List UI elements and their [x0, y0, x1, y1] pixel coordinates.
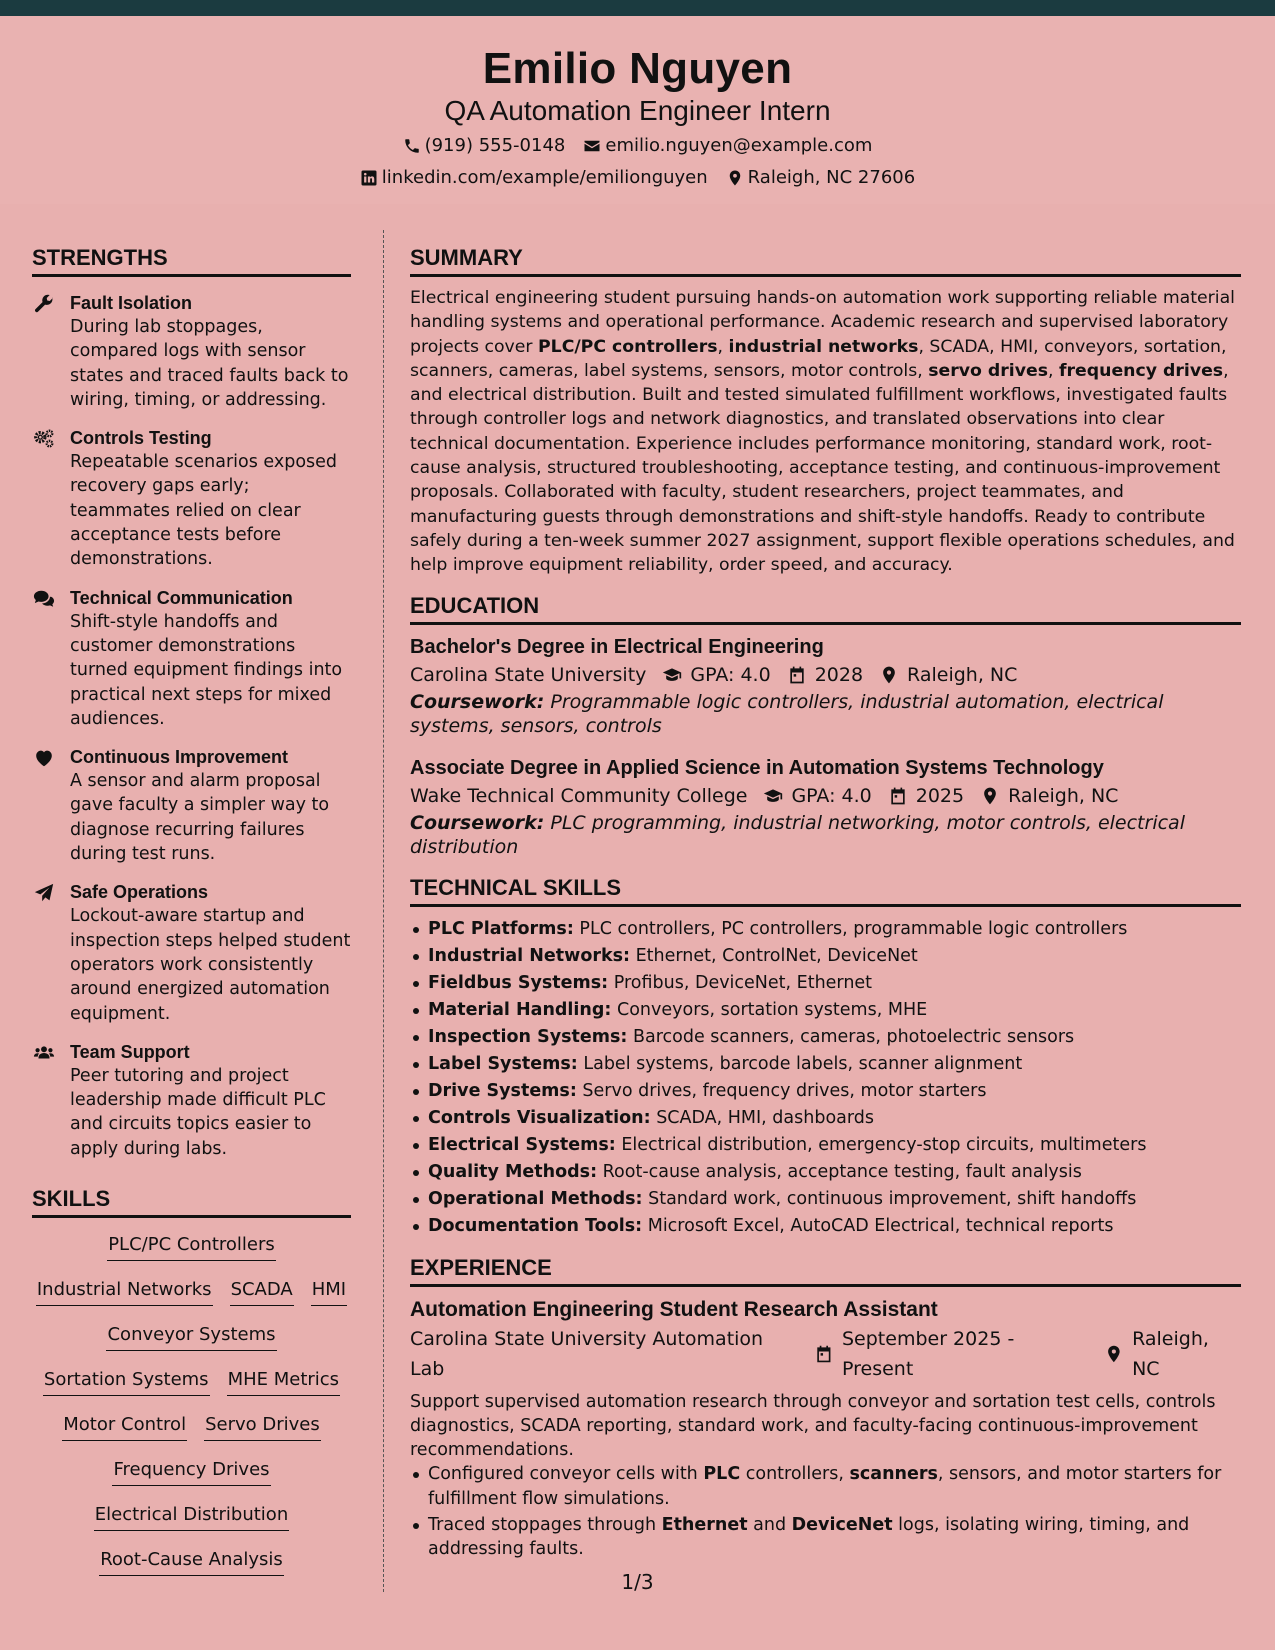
job-bullets: [410, 1462, 1241, 1561]
map-pin-icon: [1104, 1344, 1124, 1364]
skill-category: Industrial Networks:: [428, 945, 631, 966]
strength-item: [32, 291, 351, 412]
technical-skills-list: [410, 916, 1241, 1240]
contact-row-2: [0, 166, 1275, 190]
list-item: [410, 916, 1241, 943]
chip-row: [32, 1547, 351, 1576]
bullet-emphasis: DeviceNet: [791, 1515, 893, 1536]
list-item: [410, 1024, 1241, 1051]
list-item: [410, 943, 1241, 970]
paper-plane-icon: [32, 882, 56, 904]
left-column: [32, 244, 351, 1592]
skill-category: Material Handling:: [428, 999, 612, 1020]
list-item: [410, 1078, 1241, 1105]
strength-item: [32, 1040, 351, 1161]
strength-title: Technical Communication: [70, 587, 293, 608]
skill-category: Label Systems:: [428, 1053, 578, 1074]
degree-meta: [410, 781, 1241, 811]
coursework-label: Coursework:: [410, 811, 545, 834]
contact-row-1: [0, 134, 1275, 158]
bullet-emphasis: Ethernet: [661, 1515, 748, 1536]
skill-category: Quality Methods:: [428, 1161, 598, 1182]
skill-chip: Root-Cause Analysis: [99, 1547, 284, 1576]
skill-chip: PLC/PC Controllers: [107, 1232, 276, 1261]
skill-values: Ethernet, ControlNet, DeviceNet: [635, 945, 918, 966]
strength-item: [32, 426, 351, 571]
strength-title: Team Support: [70, 1041, 190, 1062]
strength-item: [32, 880, 351, 1025]
strength-description: Lockout-aware startup and inspection steps helped student operators work consistently around energized automation equipment.: [70, 906, 351, 1024]
coursework-label: Coursework:: [410, 690, 545, 713]
skill-category: Drive Systems:: [428, 1080, 577, 1101]
bullet-text: controllers,: [740, 1464, 850, 1485]
list-item: [410, 1105, 1241, 1132]
school-location: Raleigh, NC: [1008, 784, 1119, 807]
degree-title: Bachelor's Degree in Electrical Engineering: [410, 635, 824, 658]
coursework: [410, 690, 1241, 739]
location-contact: [726, 166, 916, 190]
summary-part: Electrical engineering student pursuing hands-on automation work supporting reliable material handling systems and operational performance. Academic research and supervised laboratory projects cover: [410, 288, 1235, 357]
resume-header: [0, 16, 1275, 204]
strength-title: Controls Testing: [70, 428, 212, 449]
skill-values: PLC controllers, PC controllers, programmable logic controllers: [579, 918, 1128, 939]
skill-chip: MHE Metrics: [227, 1367, 341, 1396]
bullet-emphasis: PLC: [703, 1464, 741, 1485]
job-location: Raleigh, NC: [1132, 1327, 1209, 1380]
degree-entry: [410, 634, 1241, 739]
summary-emphasis: industrial networks: [728, 336, 919, 357]
chip-row: [32, 1502, 351, 1531]
job-dates: September 2025 - Present: [842, 1327, 1015, 1380]
candidate-title: QA Automation Engineer Intern: [444, 95, 831, 126]
strength-description: Peer tutoring and project leadership made difficult PLC and circuits topics easier to apply during labs.: [70, 1065, 326, 1159]
skill-category: Fieldbus Systems:: [428, 972, 609, 993]
skill-chip: Frequency Drives: [112, 1457, 270, 1486]
list-item: [410, 1186, 1241, 1213]
email-text: emilio.nguyen@example.com: [605, 135, 873, 156]
calendar-icon: [888, 786, 908, 806]
strength-title: Safe Operations: [70, 882, 209, 903]
degree-title: Associate Degree in Applied Science in Automation Systems Technology: [410, 756, 1104, 779]
strength-description: Repeatable scenarios exposed recovery gaps early; teammates relied on clear acceptance tests before demonstrations.: [70, 452, 338, 570]
summary-part: ,: [717, 336, 729, 357]
skill-values: Conveyors, sortation systems, MHE: [617, 999, 928, 1020]
list-item: [410, 1213, 1241, 1240]
linkedin-contact[interactable]: [360, 166, 708, 190]
coursework: [410, 811, 1241, 860]
degree-entry: [410, 755, 1241, 860]
users-icon: [32, 1042, 56, 1064]
graduation-year: 2025: [915, 784, 965, 807]
bullet-text: Configured conveyor cells with: [428, 1464, 704, 1485]
strength-description: A sensor and alarm proposal gave faculty a simpler way to diagnose recurring failures during test runs.: [70, 771, 330, 865]
graduation-cap-icon: [662, 665, 682, 685]
strength-description: Shift-style handoffs and customer demonstrations turned equipment findings into practical next steps for mixed audiences.: [70, 611, 343, 729]
graduation-year: 2028: [814, 663, 864, 686]
gpa: GPA: 4.0: [791, 784, 872, 807]
skill-values: Standard work, continuous improvement, shift handoffs: [648, 1188, 1137, 1209]
skill-chip: Conveyor Systems: [106, 1322, 276, 1351]
skill-chip: SCADA: [230, 1277, 294, 1306]
right-column: [410, 244, 1241, 1564]
summary-part: , and electrical distribution. Built and tested simulated fulfillment workflows, investigated faults through controller logs and network diagnostics, and translated observations into clear technical documentation. Experience includes performance monitoring, standard work, root-cause analysis, structured troubleshooting, acceptance testing, and continuous-improvement proposals. Collaborated with faculty, student researchers, project teammates, and manufacturing guests through demonstrations and shift-style handoffs. Ready to contribute safely during a ten-week summer 2027 assignment, support flexible operations schedules, and help improve equipment reliability, order speed, and accuracy.: [410, 360, 1235, 576]
heart-icon: [32, 747, 56, 769]
chip-row: [32, 1232, 351, 1261]
page-number: 1/3: [621, 1570, 654, 1594]
list-item: [410, 1132, 1241, 1159]
list-item: [410, 1159, 1241, 1186]
strengths-heading: STRENGTHS: [32, 244, 351, 277]
job-title: Automation Engineering Student Research Assistant: [410, 1297, 938, 1321]
bullet-text: and: [747, 1515, 792, 1536]
envelope-icon: [583, 137, 601, 155]
skill-values: Barcode scanners, cameras, photoelectric sensors: [632, 1026, 1075, 1047]
linkedin-text: linkedin.com/example/emilionguyen: [381, 167, 708, 188]
skill-values: Electrical distribution, emergency-stop circuits, multimeters: [621, 1134, 1147, 1155]
summary-heading: SUMMARY: [410, 244, 1241, 277]
skill-category: Operational Methods:: [428, 1188, 643, 1209]
calendar-icon: [814, 1344, 834, 1364]
summary-emphasis: servo drives: [928, 360, 1049, 381]
employer-name: Carolina State University Automation Lab: [410, 1327, 764, 1380]
summary-emphasis: frequency drives: [1059, 360, 1224, 381]
skill-values: SCADA, HMI, dashboards: [656, 1107, 874, 1128]
list-item: [410, 970, 1241, 997]
location-text: Raleigh, NC 27606: [747, 167, 916, 188]
bullet-emphasis: scanners: [849, 1464, 938, 1485]
skill-values: Microsoft Excel, AutoCAD Electrical, technical reports: [647, 1215, 1114, 1236]
skill-chip: Electrical Distribution: [94, 1502, 289, 1531]
skill-category: PLC Platforms:: [428, 918, 574, 939]
bullet-text: , sensors, and motor starters for fulfillment flow simulations.: [428, 1464, 1222, 1509]
school-location: Raleigh, NC: [907, 663, 1018, 686]
experience-heading: EXPERIENCE: [410, 1254, 1241, 1287]
calendar-icon: [787, 665, 807, 685]
gears-icon: [32, 428, 56, 450]
summary-text: [410, 286, 1241, 578]
skill-chip: Servo Drives: [204, 1412, 321, 1441]
map-pin-icon: [726, 169, 744, 187]
education-heading: EDUCATION: [410, 592, 1241, 625]
email-contact[interactable]: [583, 134, 872, 158]
skill-chip: HMI: [311, 1277, 347, 1306]
skill-category: Inspection Systems:: [428, 1026, 628, 1047]
list-item: [410, 1051, 1241, 1078]
chip-row: [32, 1277, 351, 1306]
strength-item: [32, 745, 351, 866]
list-item: [410, 997, 1241, 1024]
map-pin-icon: [879, 665, 899, 685]
wrench-icon: [32, 293, 56, 315]
school-name: Wake Technical Community College: [410, 784, 748, 807]
list-item: [410, 1462, 1241, 1511]
skill-chip: Sortation Systems: [43, 1367, 210, 1396]
bullet-text: Traced stoppages through: [428, 1515, 662, 1536]
phone-contact[interactable]: [403, 134, 566, 158]
list-item: [410, 1513, 1241, 1562]
graduation-cap-icon: [763, 786, 783, 806]
summary-part: , SCADA, HMI, conveyors, sortation, scanners, cameras, label systems, sensors, motor controls,: [410, 336, 1227, 381]
coursework-text: Programmable logic controllers, industrial automation, electrical systems, sensors, controls: [410, 690, 1164, 738]
chip-row: [32, 1412, 351, 1441]
chip-row: [32, 1457, 351, 1486]
coursework-text: PLC programming, industrial networking, motor controls, electrical distribution: [410, 811, 1185, 859]
column-divider: [383, 230, 384, 1592]
strength-item: [32, 586, 351, 731]
map-pin-icon: [980, 786, 1000, 806]
gpa: GPA: 4.0: [690, 663, 771, 686]
skill-values: Root-cause analysis, acceptance testing, fault analysis: [602, 1161, 1082, 1182]
strength-title: Continuous Improvement: [70, 747, 289, 768]
school-name: Carolina State University: [410, 663, 647, 686]
phone-icon: [403, 137, 421, 155]
skill-values: Servo drives, frequency drives, motor starters: [582, 1080, 987, 1101]
job-meta: [410, 1324, 1241, 1384]
skills-heading: SKILLS: [32, 1185, 351, 1218]
top-accent-bar: [0, 0, 1275, 16]
bullet-text: logs, isolating wiring, timing, and addressing faults.: [428, 1515, 1190, 1560]
skill-values: Label systems, barcode labels, scanner alignment: [583, 1053, 1023, 1074]
chip-row: [32, 1322, 351, 1351]
technical-skills-heading: TECHNICAL SKILLS: [410, 874, 1241, 907]
degree-meta: [410, 660, 1241, 690]
candidate-name: Emilio Nguyen: [482, 44, 793, 93]
chip-row: [32, 1367, 351, 1396]
skill-chip: Motor Control: [62, 1412, 187, 1441]
skill-category: Documentation Tools:: [428, 1215, 643, 1236]
strength-title: Fault Isolation: [70, 293, 193, 313]
strength-description: During lab stoppages, compared logs with sensor states and traced faults back to wiring, timing, or addressing.: [70, 317, 349, 410]
skills-chips: [32, 1232, 351, 1576]
skill-chip: Industrial Networks: [36, 1277, 213, 1306]
skill-category: Controls Visualization:: [428, 1107, 651, 1128]
skill-values: Profibus, DeviceNet, Ethernet: [613, 972, 873, 993]
summary-emphasis: PLC/PC controllers: [538, 336, 718, 357]
phone-text: (919) 555-0148: [424, 135, 566, 156]
skill-category: Electrical Systems:: [428, 1134, 616, 1155]
job-description: Support supervised automation research through conveyor and sortation test cells, controls diagnostics, SCADA reporting, standard work, and faculty-facing continuous-improvement recommendations.: [410, 1391, 1216, 1461]
linkedin-icon: [360, 169, 378, 187]
comments-icon: [32, 588, 56, 610]
summary-part: ,: [1048, 360, 1060, 381]
